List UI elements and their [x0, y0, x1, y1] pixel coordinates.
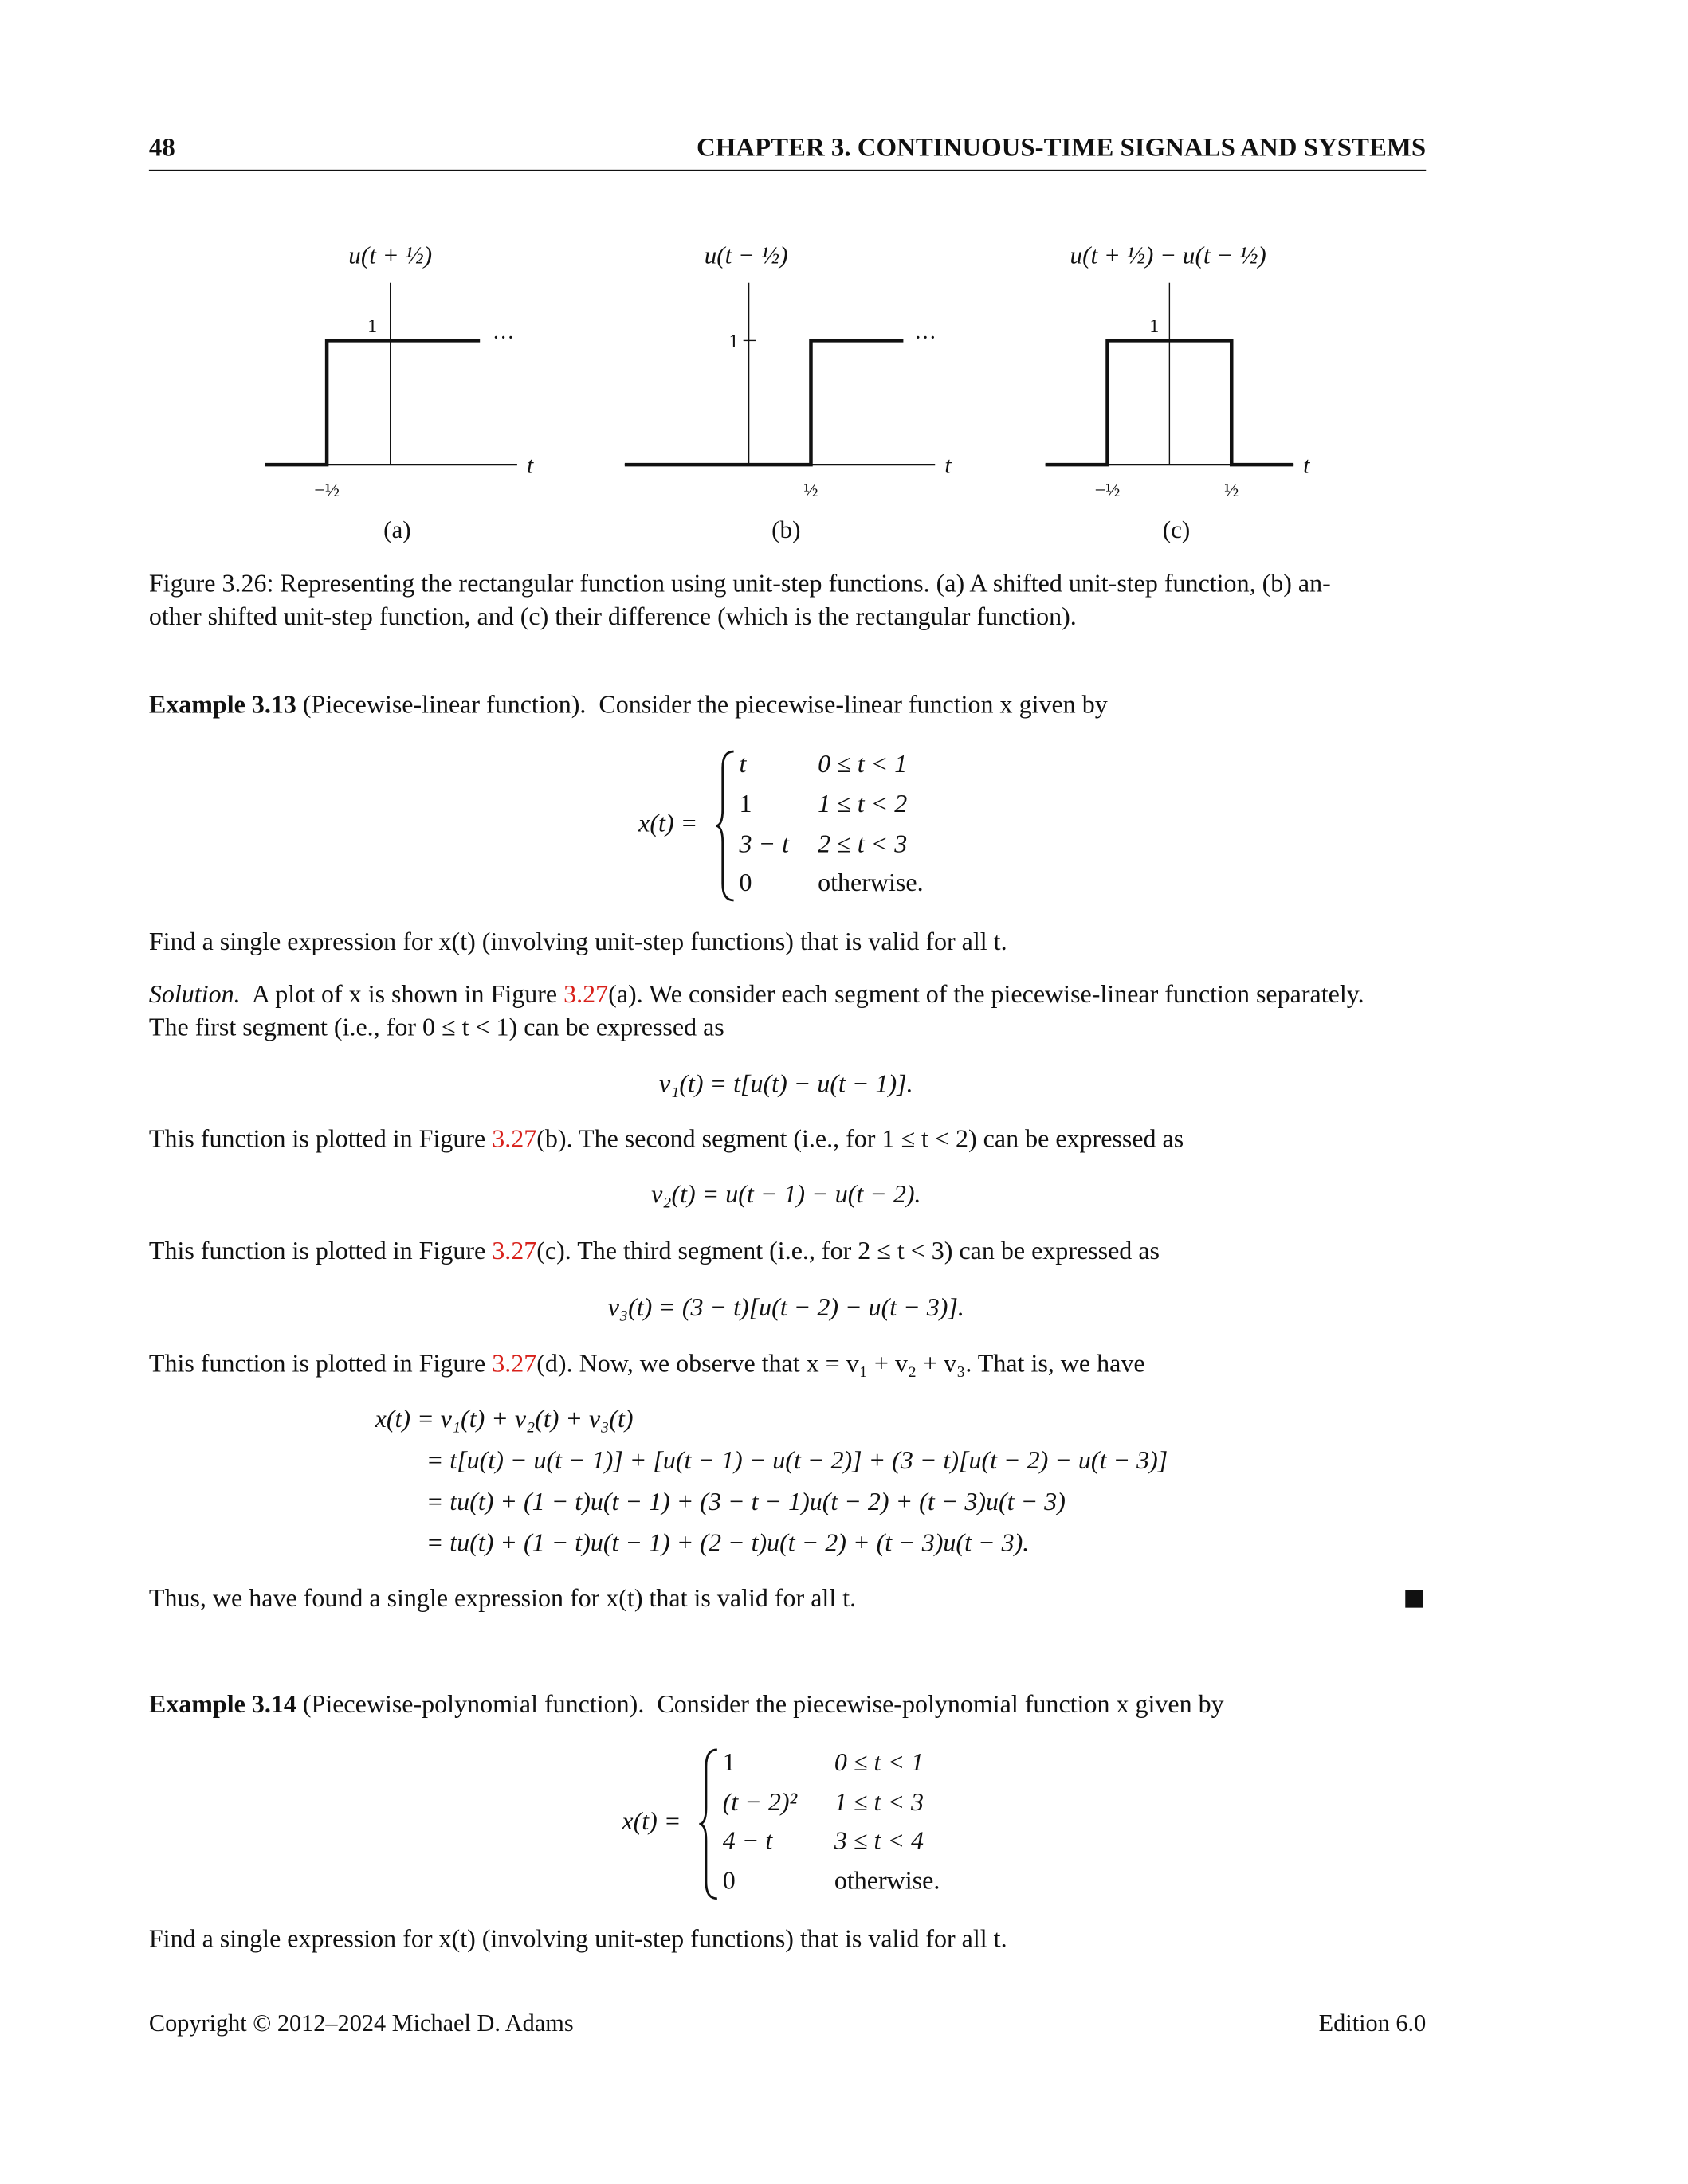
case-value: 1 — [739, 791, 752, 819]
panel-label: (c) — [1162, 515, 1191, 543]
footer-edition: Edition 6.0 — [1318, 2009, 1427, 2037]
case-value: t — [739, 751, 747, 779]
y-tick-label: 1 — [367, 316, 378, 338]
example-label: Example 3.14 — [148, 1692, 296, 1719]
case-condition: 3 ≤ t < 4 — [834, 1828, 924, 1857]
case-value: 0 — [739, 869, 752, 898]
y-tick-label: 1 — [728, 331, 739, 353]
t-tick-label: ½ — [1224, 479, 1239, 501]
left-brace — [714, 749, 736, 904]
case-condition: 0 ≤ t < 1 — [818, 751, 908, 779]
text: A plot of x is shown in Figure — [251, 982, 564, 1010]
t-tick-label: ½ — [803, 479, 818, 501]
equation-v1: v₁(t) = t[u(t) − u(t − 1)]. — [658, 1071, 913, 1100]
case-value: (t − 2)² — [722, 1790, 798, 1817]
text-line — [149, 1237, 1160, 1267]
solution-paragraph — [149, 980, 1364, 1010]
panel-a — [265, 241, 534, 543]
solution-label: Solution. — [148, 982, 241, 1010]
case-condition: 2 ≤ t < 3 — [818, 831, 908, 860]
example-title: (Piecewise-linear function). — [296, 692, 587, 720]
text: This function is plotted in Figure — [148, 1237, 493, 1266]
text: (b). The second segment (i.e., for 1 ≤ t < 2) can be expressed as — [536, 1126, 1184, 1155]
figure-3-26 — [0, 0, 1688, 579]
page-number: 48 — [148, 133, 175, 163]
aligned-equation-line: x(t) = v₁(t) + v₂(t) + v₃(t) — [375, 1406, 634, 1434]
text: (c). The third segment (i.e., for 2 ≤ t < 3) can be expressed as — [536, 1237, 1160, 1266]
figure-link[interactable]: 3.27 — [492, 1351, 537, 1379]
case-condition: otherwise. — [818, 869, 924, 898]
panel-title: u(t − ½) — [704, 241, 788, 269]
example-intro: Consider the piecewise-linear function x given by — [599, 692, 1108, 720]
panel-c — [1046, 241, 1311, 543]
equation-lhs: x(t) = — [638, 810, 698, 839]
t-tick-label: −½ — [314, 479, 340, 501]
equation-v3: v₃(t) = (3 − t)[u(t − 2) − u(t − 3)]. — [607, 1294, 964, 1323]
figure-link[interactable]: 3.27 — [492, 1126, 537, 1155]
footer-copyright: Copyright © 2012–2024 Michael D. Adams — [148, 2009, 574, 2037]
case-value: 4 − t — [722, 1828, 773, 1857]
panel-label: (b) — [771, 515, 801, 543]
panel-title: u(t + ½) − u(t − ½) — [1070, 241, 1266, 269]
example-title: (Piecewise-polynomial function). — [296, 1692, 645, 1719]
case-condition: 0 ≤ t < 1 — [834, 1749, 924, 1778]
signal-trace — [265, 340, 480, 465]
ellipsis: ··· — [914, 324, 936, 350]
text: (a). We consider each segment of the piecewise-linear function separately. — [608, 982, 1364, 1010]
equation-lhs: x(t) = — [622, 1809, 681, 1837]
case-condition: 1 ≤ t < 3 — [834, 1790, 924, 1817]
case-value: 1 — [722, 1749, 736, 1778]
aligned-equation-line: = t[u(t) − u(t − 1)] + [u(t − 1) − u(t − 2)] + (3 − t)[u(t − 2) − u(t − 3)] — [426, 1447, 1168, 1476]
signal-trace — [625, 340, 904, 465]
axis-label: t — [527, 453, 534, 479]
case-value: 3 − t — [739, 831, 790, 860]
aligned-equation-line: = tu(t) + (1 − t)u(t − 1) + (3 − t − 1)u(t − 2) + (t − 3)u(t − 3) — [426, 1488, 1066, 1517]
left-brace — [698, 1747, 720, 1901]
panel-label: (a) — [383, 515, 411, 543]
case-condition: otherwise. — [834, 1868, 940, 1896]
aligned-equation-line: = tu(t) + (1 − t)u(t − 1) + (2 − t)u(t − 2) + (t − 3)u(t − 3). — [426, 1530, 1030, 1559]
panel-title: u(t + ½) — [348, 241, 433, 269]
chapter-title: CHAPTER 3. CONTINUOUS-TIME SIGNALS AND SYSTEMS — [696, 133, 1427, 163]
case-value: 0 — [722, 1868, 736, 1896]
example-heading — [149, 1690, 1224, 1720]
ellipsis: ··· — [492, 324, 515, 350]
qed-square-icon — [1405, 1590, 1423, 1607]
task-text: Find a single expression for x(t) (involving unit-step functions) that is valid for all t. — [148, 929, 1007, 957]
axis-label: t — [1303, 453, 1310, 479]
text: (d). Now, we observe that x = v₁ + v₂ + v₃. That is, we have — [536, 1351, 1145, 1379]
text: This function is plotted in Figure — [148, 1351, 493, 1379]
text: This function is plotted in Figure — [148, 1126, 493, 1155]
task-text: Find a single expression for x(t) (involving unit-step functions) that is valid for all t. — [148, 1926, 1007, 1954]
example-intro: Consider the piecewise-polynomial function x given by — [657, 1692, 1224, 1719]
example-heading — [149, 691, 1108, 721]
panel-b — [625, 241, 952, 543]
y-tick-label: 1 — [1149, 316, 1160, 338]
example-label: Example 3.13 — [148, 692, 296, 720]
text-line — [149, 1125, 1184, 1155]
conclusion-text: Thus, we have found a single expression for x(t) that is valid for all t. — [148, 1585, 857, 1613]
figure-caption-line: Figure 3.26: Representing the rectangular function using unit-step functions. (a) A shifted unit-step function, (b) an- — [148, 571, 1331, 598]
case-condition: 1 ≤ t < 2 — [818, 791, 908, 819]
text-line — [149, 1350, 1145, 1380]
figure-caption-line: other shifted unit-step function, and (c) their difference (which is the rectangular function). — [148, 603, 1077, 632]
equation-v2: v₂(t) = u(t − 1) − u(t − 2). — [651, 1181, 921, 1210]
axis-label: t — [944, 453, 952, 479]
figure-link[interactable]: 3.27 — [563, 982, 609, 1010]
text-line: The first segment (i.e., for 0 ≤ t < 1) can be expressed as — [148, 1014, 724, 1043]
figure-link[interactable]: 3.27 — [492, 1237, 537, 1266]
t-tick-label: −½ — [1094, 479, 1121, 501]
